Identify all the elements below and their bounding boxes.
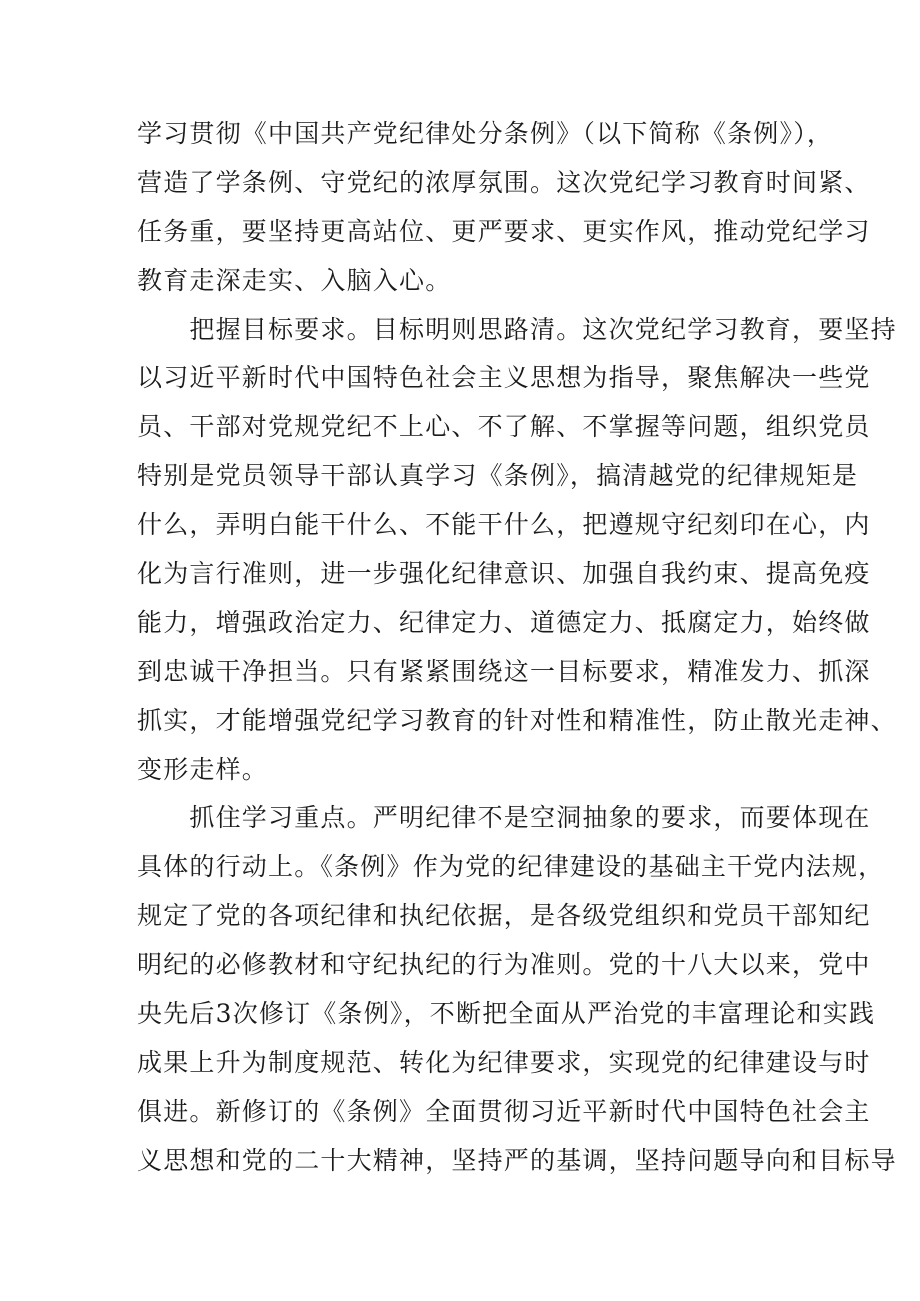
text-line: 员、干部对党规党纪不上心、不了解、不掌握等问题，组织党员 bbox=[137, 412, 871, 442]
document-body bbox=[137, 110, 897, 1186]
text-line: 教育走深走实、入脑入心。 bbox=[137, 265, 452, 295]
text-line: 具体的行动上。《条例》作为党的纪律建设的基础主干党内法规， bbox=[137, 852, 885, 882]
text-line: 明纪的必修教材和守纪执纪的行为准则。党的十八大以来，党中 bbox=[137, 950, 871, 980]
text-line: 央先后3次修订《条例》，不断把全面从严治党的丰富理论和实践 bbox=[137, 999, 876, 1029]
text-line: 到忠诚干净担当。只有紧紧围绕这一目标要求，精准发力、抓深 bbox=[137, 656, 871, 686]
text-line: 抓住学习重点。严明纪律不是空洞抽象的要求，而要体现在 bbox=[137, 803, 871, 833]
text-line: 把握目标要求。目标明则思路清。这次党纪学习教育，要坚持 bbox=[137, 314, 897, 344]
text-line: 什么，弄明白能干什么、不能干什么，把遵规守纪刻印在心，内 bbox=[137, 510, 871, 540]
paragraph-1 bbox=[137, 110, 871, 306]
text-line: 任务重，要坚持更高站位、更严要求、更实作风，推动党纪学习 bbox=[137, 216, 871, 246]
text-line: 义思想和党的二十大精神，坚持严的基调，坚持问题导向和目标导 bbox=[137, 1145, 897, 1175]
text-line: 成果上升为制度规范、转化为纪律要求，实现党的纪律建设与时 bbox=[137, 1047, 871, 1077]
paragraph-2 bbox=[137, 306, 897, 795]
text-line: 营造了学条例、守党纪的浓厚氛围。这次党纪学习教育时间紧、 bbox=[137, 167, 871, 197]
text-line: 特别是党员领导干部认真学习《条例》，搞清越党的纪律规矩是 bbox=[137, 461, 859, 491]
text-line: 规定了党的各项纪律和执纪依据，是各级党组织和党员干部知纪 bbox=[137, 901, 871, 931]
text-line: 以习近平新时代中国特色社会主义思想为指导，聚焦解决一些党 bbox=[137, 363, 871, 393]
text-line: 学习贯彻《中国共产党纪律处分条例》（以下简称《条例》）， bbox=[137, 119, 834, 148]
paragraph-3 bbox=[137, 794, 897, 1185]
text-line: 能力，增强政治定力、纪律定力、道德定力、抵腐定力，始终做 bbox=[137, 607, 871, 637]
text-line: 变形走样。 bbox=[137, 754, 269, 784]
text-line: 化为言行准则，进一步强化纪律意识、加强自我约束、提高免疫 bbox=[137, 559, 871, 589]
text-line: 抓实，才能增强党纪学习教育的针对性和精准性，防止散光走神、 bbox=[137, 705, 897, 735]
text-line: 俱进。新修订的《条例》全面贯彻习近平新时代中国特色社会主 bbox=[137, 1096, 871, 1126]
